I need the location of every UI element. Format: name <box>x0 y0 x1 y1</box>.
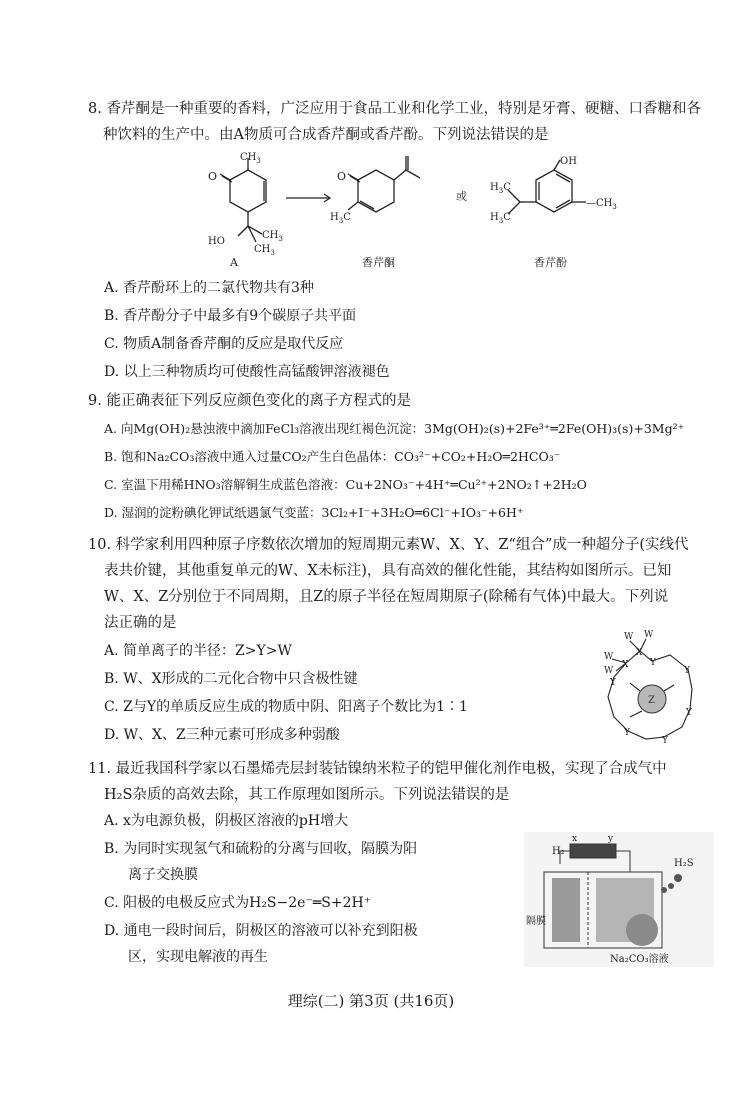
q8-stem-line1: 8. 香芹酮是一种重要的香料，广泛应用于食品工业和化学工业，特别是牙膏、硬糖、口香糖和各 <box>88 101 701 117</box>
q11-option-d: D. 通电一段时间后，阴极区的溶液可以补充到阳极 <box>104 923 418 939</box>
diagram-membrane: 隔膜 <box>526 916 546 927</box>
carvacrol-structure <box>508 160 586 214</box>
diagram-y6: Y <box>662 736 668 746</box>
q10-stem-line4: 法正确的是 <box>104 615 177 631</box>
diagram-w2: W <box>644 630 654 640</box>
q9-option-a: A. 向Mg(OH)₂悬浊液中滴加FeCl₃溶液出现红褐色沉淀：3Mg(OH)₂(s)+2Fe³⁺═2Fe(OH)₃(s)+3Mg²⁺ <box>104 421 685 436</box>
diagram-y3: Y <box>686 708 692 718</box>
carvacrol-h3c-bottom: $H_3C$ <box>490 212 511 225</box>
label-a: A <box>230 256 238 269</box>
q9-option-b: B. 饱和Na₂CO₃溶液中通入过量CO₂产生白色晶体：CO₃²⁻+CO₂+H₂O═2HCO₃⁻ <box>104 449 561 464</box>
q11-option-a: A. x为电源负极，阴极区溶液的pH增大 <box>104 813 349 829</box>
q11-stem-line1: 11. 最近我国科学家以石墨烯壳层封装钴镍纳米粒子的铠甲催化剂作电极，实现了合成气中 <box>88 761 667 777</box>
q10-stem-line2: 表共价键，其他重复单元的W、X未标注)，具有高效的催化性能，其结构如图所示。已知 <box>104 563 672 579</box>
q10-supramolecule-diagram <box>590 625 720 755</box>
carvacrol-ch3: $—CH_3$ <box>586 198 617 211</box>
diagram-x2: X <box>622 660 629 670</box>
q8-option-b: B. 香芹酚分子中最多有9个碳原子共平面 <box>104 308 357 324</box>
diagram-x: x <box>572 834 578 844</box>
carvacrol-h3c-top: $H_3C$ <box>490 182 511 195</box>
q11-option-b-cont: 离子交换膜 <box>128 867 198 883</box>
diagram-y4: Y <box>624 728 630 738</box>
label-carvacrol: 香芹酚 <box>534 256 567 269</box>
diagram-h2s: H₂S <box>674 858 694 869</box>
carvone-h3c: $H_3C$ <box>330 212 351 225</box>
q9-option-c: C. 室温下用稀HNO₃溶解铜生成蓝色溶液：Cu+2NO₃⁻+4H⁺═Cu²⁺+2NO₂↑+2H₂O <box>104 477 587 492</box>
diagram-h2: H₂ <box>552 846 565 857</box>
diagram-x1: X <box>636 648 643 658</box>
diagram-z: Z <box>648 695 655 706</box>
q10-stem-line1: 10. 科学家利用四种原子序数依次增加的短周期元素W、X、Y、Z“组合”成一种超分子(实线代 <box>88 537 689 553</box>
q8-option-a: A. 香芹酚环上的二氯代物共有3种 <box>104 280 314 296</box>
a-hydroxyl: HO <box>208 236 225 247</box>
q8-reaction-scheme <box>190 150 630 270</box>
a-ch3-lower: $CH_3$ <box>254 244 275 257</box>
molecule-a-structure <box>220 158 266 242</box>
q9-stem: 9. 能正确表征下列反应颜色变化的离子方程式的是 <box>88 393 411 409</box>
q10-option-a: A. 简单离子的半径：Z>Y>W <box>104 643 292 659</box>
a-ch3-right: $CH_3$ <box>262 230 283 243</box>
label-or: 或 <box>456 190 467 203</box>
q11-option-b: B. 为同时实现氢气和硫粉的分离与回收，隔膜为阳 <box>104 841 418 857</box>
q10-stem-line3: W、X、Z分别位于不同周期，且Z的原子半径在短周期原子(除稀有气体)中最大。下列说 <box>104 589 669 605</box>
q8-option-c: C. 物质A制备香芹酮的反应是取代反应 <box>104 336 344 352</box>
q9-option-d: D. 湿润的淀粉碘化钾试纸遇氯气变蓝：3Cl₂+I⁻+3H₂O═6Cl⁻+IO₃⁻+6H⁺ <box>104 505 524 520</box>
diagram-y5: Y <box>610 678 616 688</box>
q8-option-d: D. 以上三种物质均可使酸性高锰酸钾溶液褪色 <box>104 364 390 380</box>
diagram-w1: W <box>624 632 634 642</box>
q10-option-c: C. Z与Y的单质反应生成的物质中阴、阳离子个数比为1∶1 <box>104 699 468 715</box>
q11-option-d-cont: 区，实现电解液的再生 <box>128 949 268 965</box>
q11-stem-line2: H₂S杂质的高效去除，其工作原理如图所示。下列说法错误的是 <box>104 787 510 803</box>
catalyst-particle <box>626 914 658 946</box>
diagram-y2: Y <box>684 666 690 676</box>
diagram-solution: Na₂CO₃溶液 <box>610 954 669 965</box>
diagram-w3: W <box>604 652 614 662</box>
diagram-y1: Y <box>650 658 656 668</box>
q8-stem-line2: 种饮料的生产中。由A物质可合成香芹酮或香芹酚。下列说法错误的是 <box>103 127 549 143</box>
carvone-structure <box>348 156 420 212</box>
q11-option-c: C. 阳极的电极反应式为H₂S−2e⁻═S+2H⁺ <box>104 895 372 911</box>
q11-electrolysis-diagram <box>524 832 714 967</box>
carvone-carbonyl-o: O <box>337 170 347 183</box>
cathode-region <box>552 878 580 942</box>
diagram-w4: W <box>604 666 614 676</box>
page-footer: 理综(二) 第3页 (共16页) <box>287 992 455 1010</box>
q10-option-d: D. W、X、Z三种元素可形成多种弱酸 <box>104 727 340 743</box>
reaction-arrow <box>286 194 330 202</box>
carvacrol-oh: OH <box>560 156 577 167</box>
a-carbonyl-o: O <box>208 170 218 183</box>
label-carvone: 香芹酮 <box>362 256 395 269</box>
diagram-y: y <box>608 834 614 844</box>
a-ch3-top: $CH_3$ <box>240 152 261 165</box>
q10-option-b: B. W、X形成的二元化合物中只含极性键 <box>104 671 358 687</box>
